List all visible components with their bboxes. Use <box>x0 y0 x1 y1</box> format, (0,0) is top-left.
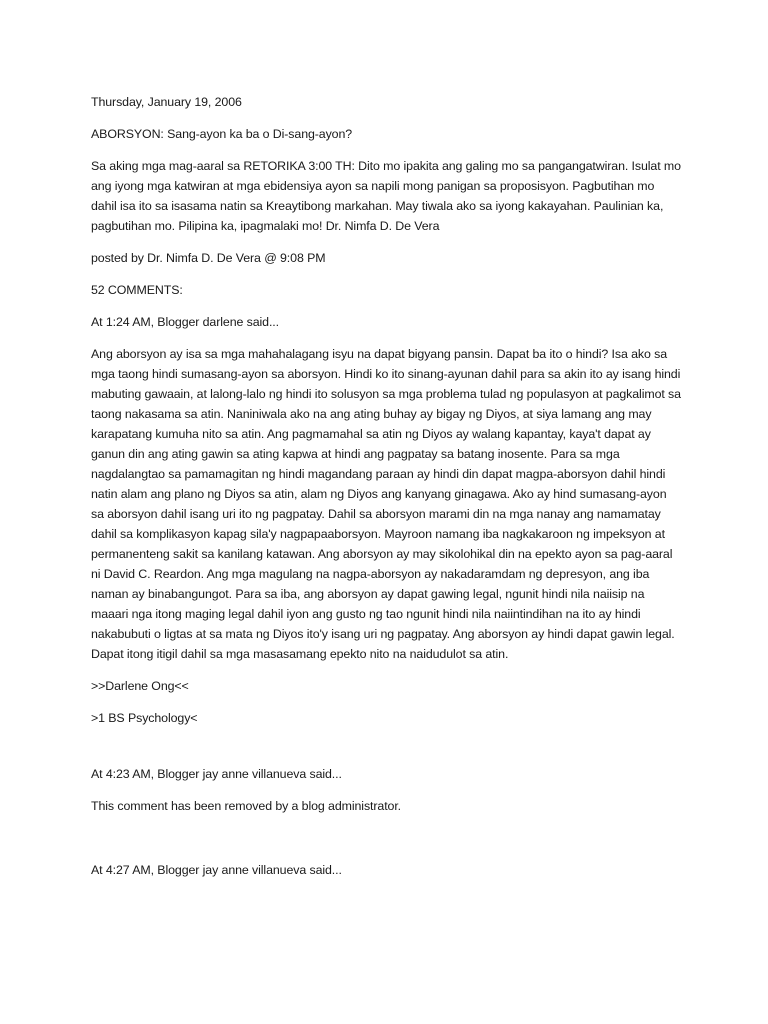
post-title: ABORSYON: Sang-ayon ka ba o Di-sang-ayon? <box>91 127 353 141</box>
comment <box>91 312 681 728</box>
post-body: Sa aking mga mag-aaral sa RETORIKA 3:00 TH: Dito mo ipakita ang galing mo sa pangangatwiran. Isulat mo ang iyong mga katwiran at mga ebidensiya ayon sa napili mong panigan sa proposisyon. Pagbutihan mo dahil isa ito sa isasama natin sa Kreaytibong markahan. May tiwala ako sa iyong kakayahan. Paulinian ka, pagbutihan mo. Pilipina ka, ipagmalaki mo! Dr. Nimfa D. De Vera <box>91 159 681 233</box>
comment-signature-name: >>Darlene Ong<< <box>91 679 189 693</box>
comment-header: At 4:27 AM, Blogger jay anne villanueva said... <box>91 863 342 877</box>
post-date: Thursday, January 19, 2006 <box>91 95 242 109</box>
comment-signature-course: >1 BS Psychology< <box>91 711 198 725</box>
comments-count: 52 COMMENTS: <box>91 283 183 297</box>
comment <box>91 860 681 880</box>
comment-removed-notice: This comment has been removed by a blog administrator. <box>91 799 402 813</box>
comment-header: At 4:23 AM, Blogger jay anne villanueva said... <box>91 767 342 781</box>
blog-page <box>91 92 681 892</box>
comment <box>91 764 681 816</box>
comment-body: Ang aborsyon ay isa sa mga mahahalagang isyu na dapat bigyang pansin. Dapat ba ito o hindi? Isa ako sa mga taong hindi sumasang-ayon sa aborsyon. Hindi ko ito sinang-ayunan dahil para sa akin ito ay isang hindi mabuting gawaain, at lalong-lalo ng hindi ito solusyon sa mga problema tulad ng populasyon at pagkalimot sa taong nakasama sa atin. Naniniwala ako na ang ating buhay ay bigay ng Diyos, at siya lamang ang may karapatang kumuha nito sa atin. Ang pagmamahal sa atin ng Diyos ay walang kapantay, kaya't dapat ay ganun din ang ating gawin sa ating kapwa at hindi ang pagpatay sa batang inosente. Para sa mga nagdalangtao sa pamamagitan ng hindi magandang paraan ay hindi din dapat magpa-aborsyon dahil hindi natin alam ang plano ng Diyos sa atin, alam ng Diyos ang kanyang ginagawa. Ako ay hind sumasang-ayon sa aborsyon dahil isang uri ito ng pagpatay. Dahil sa aborsyon marami din na mga nanay ang namamatay dahil sa komplikasyon kapag sila'y nagpapaaborsyon. Mayroon namang iba nagkakaroon ng impeksyon at permanenteng sakit sa kanilang katawan. Ang aborsyon ay may sikolohikal din na epekto ayon sa pag-aaral ni David C. Reardon. Ang mga magulang na nagpa-aborsyon ay nakadaramdam ng depresyon, ang iba naman ay binabangungot. Para sa iba, ang aborsyon ay dapat gawing legal, ngunit hindi nila naiisip na maaari nga itong maging legal dahil iyon ang gusto ng tao ngunit hindi nila naiintindihan na ito ay hindi nakabubuti o ligtas at sa mata ng Diyos ito'y isang uri ng pagpatay. Ang aborsyon ay hindi dapat gawin legal. Dapat itong itigil dahil sa mga masasamang epekto nito na naidudulot sa atin. <box>91 347 681 661</box>
post-byline: posted by Dr. Nimfa D. De Vera @ 9:08 PM <box>91 251 326 265</box>
comment-header: At 1:24 AM, Blogger darlene said... <box>91 315 279 329</box>
